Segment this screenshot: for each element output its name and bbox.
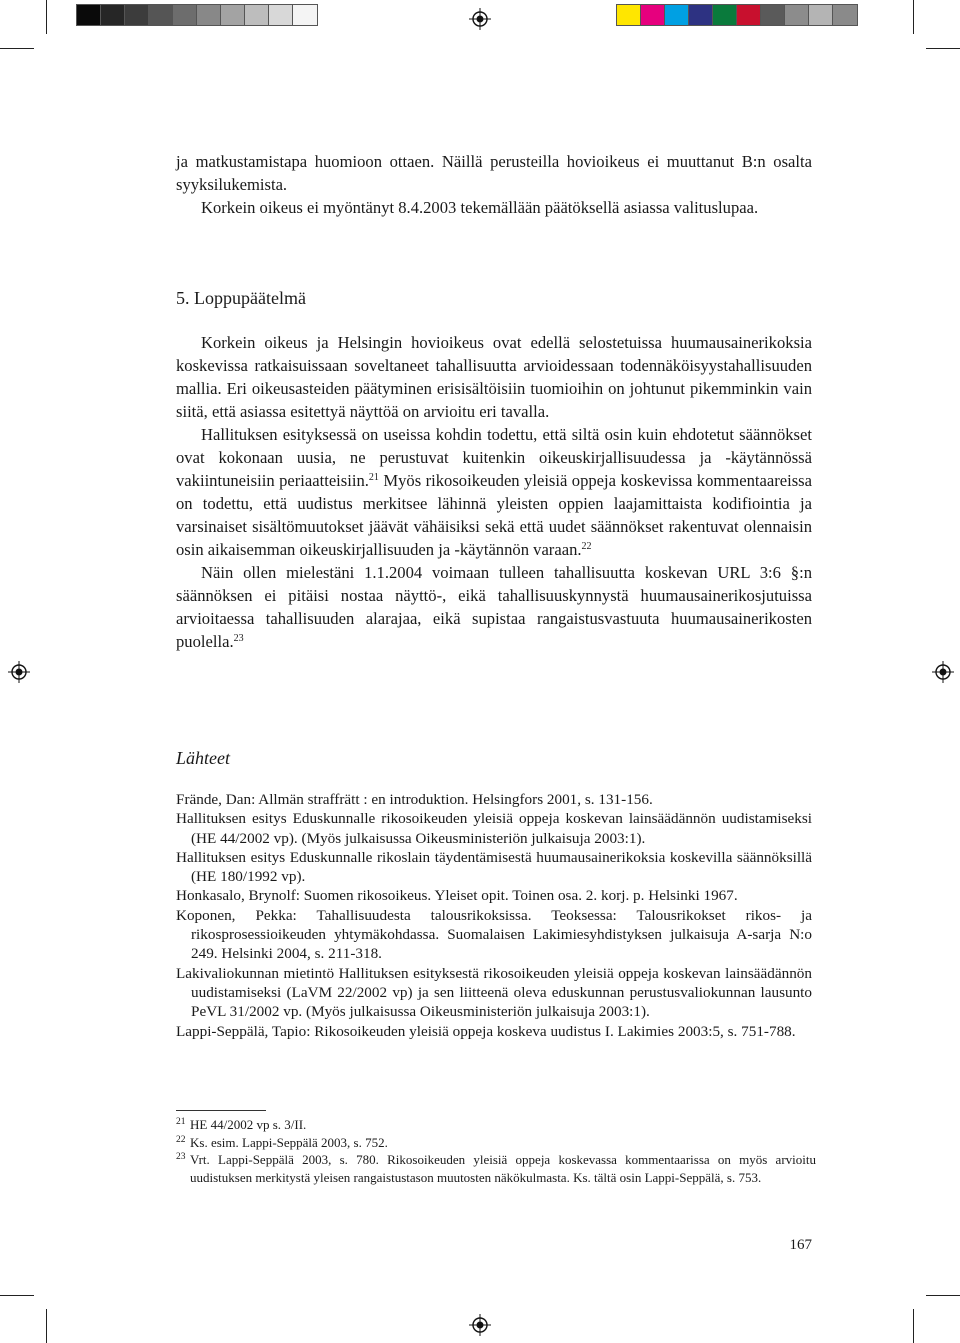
reference-item: Hallituksen esitys Eduskunnalle rikoslain täydentämisestä huumausainerikoksia koskevilla säännöksillä (HE 180/1992 vp). xyxy=(176,848,812,886)
crop-mark xyxy=(46,0,47,34)
reference-item: Lakivaliokunnan mietintö Hallituksen esityksestä rikosoikeuden yleisiä oppeja koskevan lainsäädännön uudistamiseksi (LaVM 22/2002 vp) ja sen liitteenä oleva eduskunnan perustusvaliokunnan lausunto PeVL 31/2002 vp. (Myös julkaisussa Oikeusministeriön julkaisuja 2003:1). xyxy=(176,964,812,1021)
footnote-number: 23 xyxy=(176,1152,186,1162)
crop-mark xyxy=(0,48,34,49)
reference-item: Lappi-Seppälä, Tapio: Rikosoikeuden yleisiä oppeja koskeva uudistus I. Lakimies 2003:5, s. 751-788. xyxy=(176,1022,796,1040)
footnote xyxy=(176,1151,816,1186)
color-swatch xyxy=(245,5,269,25)
reference-item: Honkasalo, Brynolf: Suomen rikosoikeus. Yleiset opit. Toinen osa. 2. korj. p. Helsinki 1967. xyxy=(176,887,738,905)
color-swatch xyxy=(761,5,785,25)
footnote-text: Vrt. Lappi-Seppälä 2003, s. 780. Rikosoikeuden yleisiä oppeja koskevassa kommentaarissa on myös arvioitu uudistuksen merkitystä yleisen rangaistustason muutosten näkökulmasta. Ks. tältä osin Lappi-Seppälä, s. 753. xyxy=(190,1152,816,1185)
continued-text xyxy=(176,150,812,219)
grayscale-color-bar xyxy=(76,4,318,26)
paragraph-text: Hallituksen esityksessä on useissa kohdin todettu, että siltä osin kuin ehdotetut säännökset ovat kokonaan uusia, ne perustuvat kuitenkin oikeuskirjallisuudessa ja -käytännössä vakiintuneisiin periaatteisiin. xyxy=(176,425,812,490)
footnote-ref[interactable]: 22 xyxy=(581,541,592,552)
reference-item: Hallituksen esitys Eduskunnalle rikosoikeuden yleisiä oppeja koskevan lainsäädännön uudistamiseksi (HE 44/2002 vp). (Myös julkaisussa Oikeusministeriön julkaisuja 2003:1). xyxy=(176,810,812,847)
color-swatch xyxy=(665,5,689,25)
color-swatch xyxy=(293,5,317,25)
footnote-ref[interactable]: 21 xyxy=(368,472,379,483)
color-swatch xyxy=(149,5,173,25)
footnote-number: 21 xyxy=(176,1117,186,1127)
footnote-number: 22 xyxy=(176,1134,186,1145)
color-swatch xyxy=(689,5,713,25)
crop-mark xyxy=(926,1295,960,1296)
registration-target-left-icon xyxy=(8,661,30,683)
registration-target-right-icon xyxy=(932,661,954,683)
paragraph-text: Myös rikosoikeuden yleisiä oppeja koskevissa kommentaareissa on todettu, että uudistus merkitsee lähinnä yleisten oppien laajamittaista kodifiointia ja varsinaiset sisältömuutokset jäävät vähäisiksi sekä että uudet säännökset rakentuvat olennaisin osin aikaisemman oikeuskirjallisuuden ja -käytännön varaan. xyxy=(176,471,812,559)
color-swatch xyxy=(737,5,761,25)
paragraph xyxy=(176,423,812,561)
color-swatch xyxy=(101,5,125,25)
references-section xyxy=(176,746,812,1041)
crop-mark xyxy=(913,0,914,34)
footnotes xyxy=(176,1116,816,1186)
color-swatch xyxy=(173,5,197,25)
footnote-text: Ks. esim. Lappi-Seppälä 2003, s. 752. xyxy=(190,1134,388,1150)
paragraph: Korkein oikeus ei myöntänyt 8.4.2003 tekemällään päätöksellä asiassa valituslupaa. xyxy=(201,198,759,217)
footnote xyxy=(176,1116,816,1134)
footnote xyxy=(176,1134,816,1152)
crop-mark xyxy=(0,1295,34,1296)
reference-item: Frände, Dan: Allmän straffrätt : en introduktion. Helsingfors 2001, s. 131-156. xyxy=(176,791,653,808)
color-swatch xyxy=(269,5,293,25)
footnote-text: HE 44/2002 vp s. 3/II. xyxy=(190,1117,307,1132)
paragraph: ja matkustamistapa huomioon ottaen. Näillä perusteilla hovioikeus ei muuttanut B:n osalta syyksilukemista. xyxy=(176,152,812,194)
footnote-rule xyxy=(176,1110,266,1111)
footnote-ref[interactable]: 23 xyxy=(233,633,244,644)
color-swatch xyxy=(77,5,101,25)
color-swatch xyxy=(221,5,245,25)
color-swatch xyxy=(617,5,641,25)
color-calibration-bar xyxy=(616,4,858,26)
section-conclusion xyxy=(176,286,812,653)
paragraph: Korkein oikeus ja Helsingin hovioikeus ovat edellä selostetuissa huumausainerikoksia koskevissa ratkaisuissaan soveltaneet tahallisuutta arvioidessaan todennäköisyystahallisuuden mallia. Eri oikeusasteiden päätyminen erisisältöisiin tuomioihin on johtunut pikemminkin vain siitä, että asiassa esitettyä näyttöä on arvioitu eri tavalla. xyxy=(176,333,812,421)
color-swatch xyxy=(833,5,857,25)
crop-mark xyxy=(913,1309,914,1343)
reference-item: Koponen, Pekka: Tahallisuudesta talousrikoksissa. Teoksessa: Talousrikokset rikos- ja rikosprosessioikeuden yhtymäkohdassa. Suomalaisen Lakimiesyhdistyksen julkaisuja A-sarja N:o 249. Helsinki 2004, s. 211-318. xyxy=(176,906,812,963)
section-heading: 5. Loppupäätelmä xyxy=(176,288,306,308)
paragraph-text: Näin ollen mielestäni 1.1.2004 voimaan tulleen tahallisuutta koskevan URL 3:6 §:n säännöksen ei pitäisi nostaa näyttö-, eikä tahallisuuskynnystä huumausainerikosjutuissa arvioitaessa tahallisuuden alarajaa, eikä supistaa rangaistusvastuuta huumausainerikosten puolella. xyxy=(176,563,812,651)
registration-target-bottom-icon xyxy=(469,1314,491,1336)
color-swatch xyxy=(785,5,809,25)
color-swatch xyxy=(125,5,149,25)
crop-mark xyxy=(926,48,960,49)
crop-mark xyxy=(46,1309,47,1343)
page-number: 167 xyxy=(789,1237,812,1253)
registration-target-top-icon xyxy=(469,8,491,30)
color-swatch xyxy=(809,5,833,25)
color-swatch xyxy=(197,5,221,25)
color-swatch xyxy=(641,5,665,25)
references-heading: Lähteet xyxy=(176,748,230,768)
color-swatch xyxy=(713,5,737,25)
paragraph xyxy=(176,561,812,653)
